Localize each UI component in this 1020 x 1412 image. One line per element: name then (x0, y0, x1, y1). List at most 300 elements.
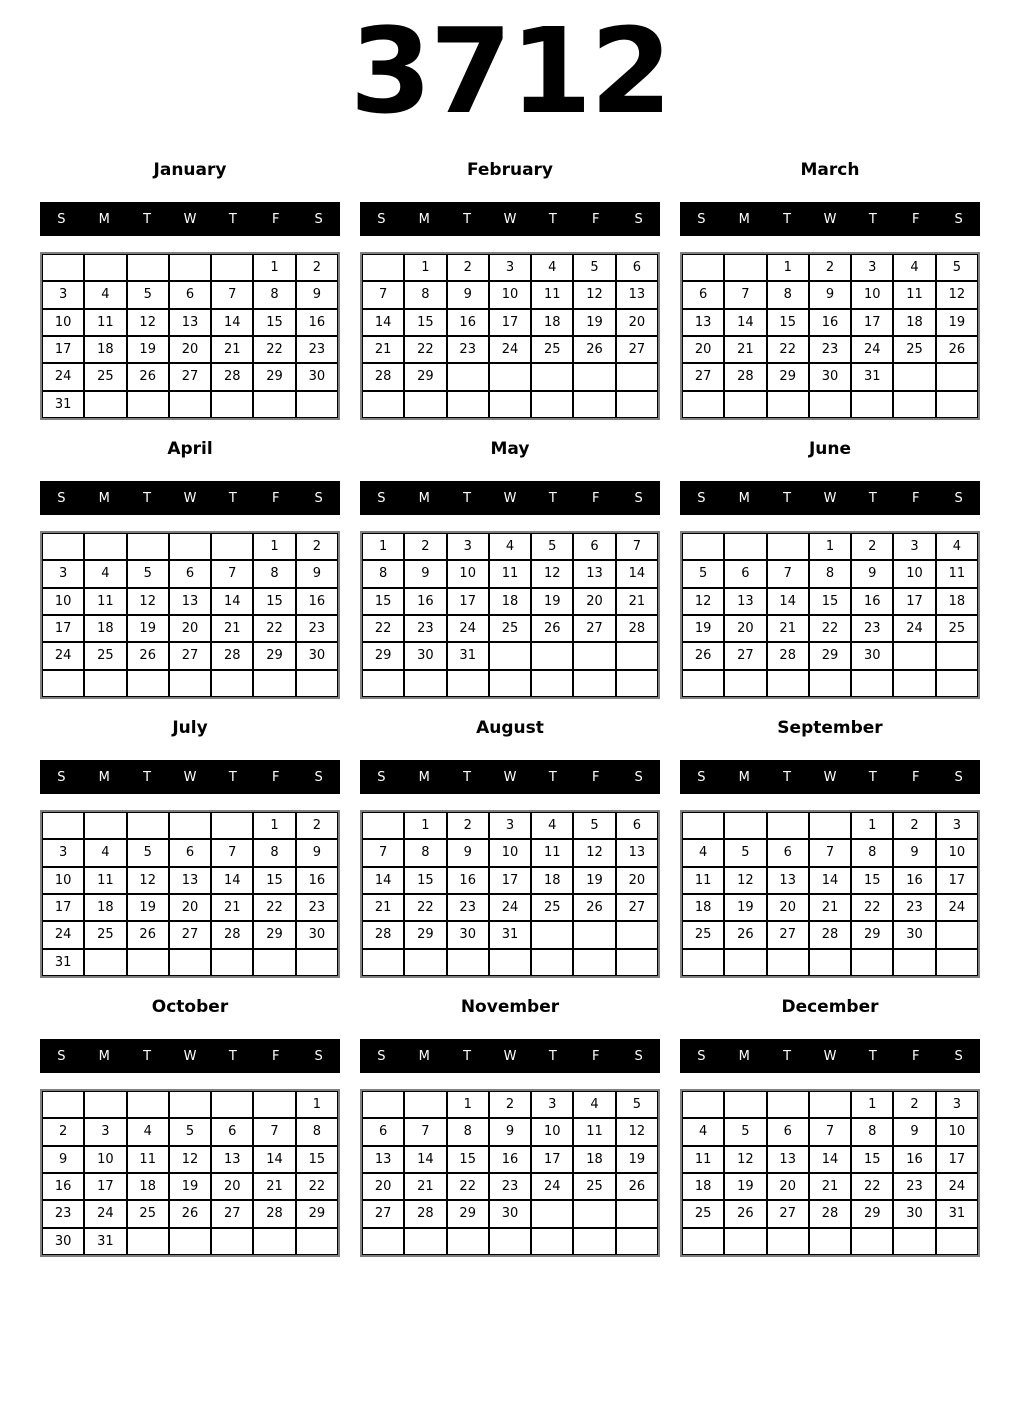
day-cell: 25 (84, 363, 126, 390)
day-cell: 4 (531, 812, 573, 839)
weekday-header-bar (680, 202, 980, 236)
day-cell: 3 (42, 560, 84, 587)
empty-day-cell (84, 670, 126, 697)
day-cell: 2 (296, 254, 338, 281)
empty-day-cell (531, 670, 573, 697)
month-day-grid (40, 531, 340, 699)
day-cell: 5 (169, 1118, 211, 1145)
day-cell: 4 (682, 839, 724, 866)
day-cell: 21 (362, 894, 404, 921)
day-cell: 14 (362, 867, 404, 894)
day-cell: 12 (573, 281, 615, 308)
day-cell: 31 (84, 1228, 126, 1255)
day-cell: 27 (211, 1200, 253, 1227)
day-cell: 18 (84, 615, 126, 642)
weekday-label: T (463, 211, 472, 227)
empty-day-cell (296, 670, 338, 697)
empty-day-cell (573, 1200, 615, 1227)
weekday-label: W (503, 1048, 517, 1064)
day-cell: 18 (531, 309, 573, 336)
day-cell: 3 (447, 533, 489, 560)
empty-day-cell (42, 1091, 84, 1118)
weekday-label: T (143, 490, 152, 506)
empty-day-cell (809, 1091, 851, 1118)
empty-day-cell (936, 921, 978, 948)
empty-day-cell (724, 670, 766, 697)
day-cell: 2 (296, 533, 338, 560)
empty-day-cell (767, 533, 809, 560)
weekday-label: W (823, 211, 837, 227)
weekday-label: S (954, 211, 963, 227)
weekday-label: S (634, 211, 643, 227)
day-cell: 5 (573, 812, 615, 839)
weekday-label: T (463, 490, 472, 506)
weekday-label: W (183, 1048, 197, 1064)
empty-day-cell (447, 391, 489, 418)
day-cell: 2 (893, 812, 935, 839)
weekday-label: T (228, 1048, 237, 1064)
weekday-label: F (591, 769, 600, 785)
weekday-label: M (98, 1048, 110, 1064)
day-cell: 7 (809, 839, 851, 866)
day-cell: 29 (851, 1200, 893, 1227)
day-cell: 26 (573, 336, 615, 363)
day-cell: 15 (851, 867, 893, 894)
day-cell: 24 (531, 1173, 573, 1200)
day-cell: 15 (809, 588, 851, 615)
weekday-label: S (377, 769, 386, 785)
day-cell: 11 (489, 560, 531, 587)
day-cell: 22 (253, 894, 295, 921)
day-cell: 6 (767, 1118, 809, 1145)
empty-day-cell (809, 812, 851, 839)
day-cell: 1 (253, 533, 295, 560)
empty-day-cell (296, 1228, 338, 1255)
day-cell: 15 (404, 309, 446, 336)
day-cell: 8 (253, 839, 295, 866)
day-cell: 12 (127, 867, 169, 894)
day-cell: 2 (489, 1091, 531, 1118)
day-cell: 25 (127, 1200, 169, 1227)
day-cell: 27 (682, 363, 724, 390)
weekday-label: S (697, 490, 706, 506)
weekday-label: S (954, 769, 963, 785)
day-cell: 13 (767, 1146, 809, 1173)
day-cell: 11 (893, 281, 935, 308)
day-cell: 11 (573, 1118, 615, 1145)
weekday-label: M (738, 490, 750, 506)
day-cell: 4 (127, 1118, 169, 1145)
day-cell: 20 (767, 1173, 809, 1200)
empty-day-cell (84, 254, 126, 281)
day-cell: 16 (404, 588, 446, 615)
weekday-header-bar (360, 481, 660, 515)
day-cell: 8 (447, 1118, 489, 1145)
day-cell: 22 (253, 615, 295, 642)
weekday-label: T (463, 1048, 472, 1064)
empty-day-cell (682, 1091, 724, 1118)
day-cell: 21 (767, 615, 809, 642)
day-cell: 21 (809, 894, 851, 921)
day-cell: 7 (253, 1118, 295, 1145)
day-cell: 7 (211, 839, 253, 866)
day-cell: 30 (809, 363, 851, 390)
day-cell: 18 (936, 588, 978, 615)
day-cell: 1 (447, 1091, 489, 1118)
day-cell: 4 (893, 254, 935, 281)
empty-day-cell (362, 812, 404, 839)
month-title: February (466, 160, 554, 180)
month-title: July (172, 718, 208, 738)
empty-day-cell (447, 1228, 489, 1255)
day-cell: 15 (253, 309, 295, 336)
weekday-label: T (783, 490, 792, 506)
month-title: March (800, 160, 860, 180)
empty-day-cell (169, 949, 211, 976)
empty-day-cell (809, 670, 851, 697)
day-cell: 23 (489, 1173, 531, 1200)
empty-day-cell (253, 670, 295, 697)
day-cell: 11 (84, 309, 126, 336)
day-cell: 14 (809, 867, 851, 894)
day-cell: 17 (42, 615, 84, 642)
day-cell: 28 (211, 921, 253, 948)
day-cell: 21 (362, 336, 404, 363)
day-cell: 21 (253, 1173, 295, 1200)
day-cell: 12 (682, 588, 724, 615)
weekday-label: S (314, 211, 323, 227)
day-cell: 17 (42, 336, 84, 363)
weekday-label: T (548, 490, 557, 506)
weekday-label: S (314, 1048, 323, 1064)
weekday-header-bar (40, 760, 340, 794)
empty-day-cell (682, 949, 724, 976)
day-cell: 3 (84, 1118, 126, 1145)
day-cell: 3 (851, 254, 893, 281)
month-november (360, 997, 660, 1257)
day-cell: 17 (531, 1146, 573, 1173)
day-cell: 28 (809, 1200, 851, 1227)
day-cell: 16 (296, 309, 338, 336)
day-cell: 22 (767, 336, 809, 363)
empty-day-cell (84, 1091, 126, 1118)
day-cell: 3 (531, 1091, 573, 1118)
month-february (360, 160, 660, 420)
day-cell: 1 (253, 254, 295, 281)
weekday-label: T (143, 1048, 152, 1064)
day-cell: 27 (169, 363, 211, 390)
month-day-grid (40, 810, 340, 978)
weekday-label: W (823, 1048, 837, 1064)
day-cell: 26 (724, 1200, 766, 1227)
day-cell: 23 (42, 1200, 84, 1227)
day-cell: 5 (936, 254, 978, 281)
empty-day-cell (489, 642, 531, 669)
weekday-label: F (911, 769, 920, 785)
month-december (680, 997, 980, 1257)
day-cell: 31 (42, 949, 84, 976)
day-cell: 31 (447, 642, 489, 669)
day-cell: 3 (936, 1091, 978, 1118)
day-cell: 24 (447, 615, 489, 642)
weekday-label: S (697, 211, 706, 227)
empty-day-cell (211, 533, 253, 560)
day-cell: 1 (362, 533, 404, 560)
empty-day-cell (724, 1228, 766, 1255)
empty-day-cell (531, 642, 573, 669)
empty-day-cell (724, 391, 766, 418)
empty-day-cell (573, 949, 615, 976)
day-cell: 17 (851, 309, 893, 336)
day-cell: 11 (127, 1146, 169, 1173)
day-cell: 20 (211, 1173, 253, 1200)
weekday-label: S (634, 769, 643, 785)
day-cell: 6 (616, 254, 658, 281)
day-cell: 10 (42, 588, 84, 615)
empty-day-cell (682, 812, 724, 839)
month-october (40, 997, 340, 1257)
weekday-label: S (57, 1048, 66, 1064)
day-cell: 24 (42, 921, 84, 948)
day-cell: 5 (682, 560, 724, 587)
day-cell: 10 (489, 281, 531, 308)
empty-day-cell (682, 670, 724, 697)
day-cell: 29 (851, 921, 893, 948)
day-cell: 15 (851, 1146, 893, 1173)
day-cell: 26 (573, 894, 615, 921)
weekday-label: S (314, 769, 323, 785)
empty-day-cell (767, 812, 809, 839)
day-cell: 16 (42, 1173, 84, 1200)
day-cell: 18 (682, 1173, 724, 1200)
empty-day-cell (936, 670, 978, 697)
empty-day-cell (404, 391, 446, 418)
weekday-label: S (954, 1048, 963, 1064)
month-title: January (153, 160, 227, 180)
weekday-label: M (738, 211, 750, 227)
day-cell: 27 (573, 615, 615, 642)
day-cell: 19 (531, 588, 573, 615)
day-cell: 20 (362, 1173, 404, 1200)
day-cell: 17 (489, 867, 531, 894)
day-cell: 1 (404, 254, 446, 281)
empty-day-cell (531, 391, 573, 418)
day-cell: 19 (682, 615, 724, 642)
day-cell: 20 (169, 615, 211, 642)
weekday-label: F (271, 490, 280, 506)
weekday-label: W (503, 490, 517, 506)
day-cell: 12 (127, 588, 169, 615)
weekday-label: S (377, 211, 386, 227)
empty-day-cell (724, 533, 766, 560)
empty-day-cell (724, 949, 766, 976)
day-cell: 14 (767, 588, 809, 615)
day-cell: 28 (724, 363, 766, 390)
weekday-label: S (314, 490, 323, 506)
day-cell: 29 (404, 363, 446, 390)
empty-day-cell (362, 391, 404, 418)
day-cell: 2 (809, 254, 851, 281)
day-cell: 13 (724, 588, 766, 615)
day-cell: 26 (682, 642, 724, 669)
day-cell: 1 (851, 812, 893, 839)
day-cell: 29 (404, 921, 446, 948)
day-cell: 6 (767, 839, 809, 866)
day-cell: 9 (296, 839, 338, 866)
empty-day-cell (531, 949, 573, 976)
empty-day-cell (211, 670, 253, 697)
empty-day-cell (893, 949, 935, 976)
day-cell: 29 (809, 642, 851, 669)
weekday-label: M (738, 769, 750, 785)
weekday-header-bar (40, 1039, 340, 1073)
empty-day-cell (362, 1091, 404, 1118)
day-cell: 14 (211, 588, 253, 615)
day-cell: 17 (42, 894, 84, 921)
day-cell: 4 (84, 839, 126, 866)
day-cell: 12 (724, 1146, 766, 1173)
weekday-label: T (228, 490, 237, 506)
empty-day-cell (616, 363, 658, 390)
empty-day-cell (447, 670, 489, 697)
day-cell: 6 (169, 560, 211, 587)
weekday-label: W (823, 490, 837, 506)
month-day-grid (40, 252, 340, 420)
day-cell: 27 (767, 921, 809, 948)
empty-day-cell (253, 949, 295, 976)
empty-day-cell (253, 1091, 295, 1118)
day-cell: 12 (616, 1118, 658, 1145)
day-cell: 16 (296, 867, 338, 894)
day-cell: 10 (489, 839, 531, 866)
day-cell: 27 (616, 336, 658, 363)
day-cell: 17 (893, 588, 935, 615)
day-cell: 14 (809, 1146, 851, 1173)
empty-day-cell (84, 949, 126, 976)
month-title: May (490, 439, 530, 459)
day-cell: 1 (767, 254, 809, 281)
day-cell: 6 (169, 281, 211, 308)
empty-day-cell (573, 363, 615, 390)
empty-day-cell (616, 642, 658, 669)
day-cell: 29 (253, 642, 295, 669)
empty-day-cell (573, 642, 615, 669)
day-cell: 21 (616, 588, 658, 615)
month-april (40, 439, 340, 699)
day-cell: 18 (84, 336, 126, 363)
empty-day-cell (127, 670, 169, 697)
day-cell: 16 (296, 588, 338, 615)
day-cell: 30 (489, 1200, 531, 1227)
day-cell: 17 (936, 867, 978, 894)
weekday-label: T (783, 769, 792, 785)
empty-day-cell (404, 1091, 446, 1118)
empty-day-cell (489, 363, 531, 390)
day-cell: 9 (404, 560, 446, 587)
empty-day-cell (724, 254, 766, 281)
day-cell: 9 (893, 839, 935, 866)
day-cell: 5 (531, 533, 573, 560)
day-cell: 22 (404, 894, 446, 921)
day-cell: 28 (362, 363, 404, 390)
month-may (360, 439, 660, 699)
empty-day-cell (573, 921, 615, 948)
empty-day-cell (616, 1228, 658, 1255)
day-cell: 6 (616, 812, 658, 839)
weekday-label: S (697, 769, 706, 785)
day-cell: 9 (42, 1146, 84, 1173)
day-cell: 29 (767, 363, 809, 390)
empty-day-cell (404, 949, 446, 976)
day-cell: 28 (253, 1200, 295, 1227)
weekday-label: T (463, 769, 472, 785)
day-cell: 7 (362, 281, 404, 308)
day-cell: 7 (362, 839, 404, 866)
day-cell: 17 (936, 1146, 978, 1173)
day-cell: 9 (296, 560, 338, 587)
weekday-label: M (418, 211, 430, 227)
empty-day-cell (893, 1228, 935, 1255)
empty-day-cell (169, 670, 211, 697)
day-cell: 8 (809, 560, 851, 587)
weekday-header-bar (40, 202, 340, 236)
day-cell: 3 (936, 812, 978, 839)
day-cell: 12 (127, 309, 169, 336)
empty-day-cell (127, 1091, 169, 1118)
empty-day-cell (767, 1091, 809, 1118)
day-cell: 17 (489, 309, 531, 336)
day-cell: 14 (211, 309, 253, 336)
empty-day-cell (169, 1228, 211, 1255)
day-cell: 19 (724, 1173, 766, 1200)
day-cell: 13 (616, 281, 658, 308)
day-cell: 26 (127, 363, 169, 390)
day-cell: 10 (84, 1146, 126, 1173)
empty-day-cell (362, 254, 404, 281)
month-september (680, 718, 980, 978)
weekday-label: S (377, 490, 386, 506)
empty-day-cell (362, 670, 404, 697)
empty-day-cell (211, 1228, 253, 1255)
day-cell: 24 (851, 336, 893, 363)
day-cell: 16 (447, 867, 489, 894)
month-day-grid (680, 531, 980, 699)
day-cell: 22 (404, 336, 446, 363)
empty-day-cell (253, 1228, 295, 1255)
month-title: September (777, 718, 883, 738)
day-cell: 30 (296, 363, 338, 390)
day-cell: 3 (42, 281, 84, 308)
day-cell: 5 (616, 1091, 658, 1118)
day-cell: 1 (851, 1091, 893, 1118)
day-cell: 23 (893, 1173, 935, 1200)
day-cell: 15 (253, 588, 295, 615)
day-cell: 9 (851, 560, 893, 587)
weekday-label: T (228, 211, 237, 227)
day-cell: 1 (253, 812, 295, 839)
day-cell: 7 (211, 281, 253, 308)
weekday-label: S (57, 490, 66, 506)
empty-day-cell (767, 670, 809, 697)
empty-day-cell (531, 921, 573, 948)
weekday-header-bar (360, 1039, 660, 1073)
day-cell: 14 (211, 867, 253, 894)
empty-day-cell (936, 949, 978, 976)
day-cell: 11 (84, 588, 126, 615)
day-cell: 14 (724, 309, 766, 336)
day-cell: 15 (447, 1146, 489, 1173)
day-cell: 13 (211, 1146, 253, 1173)
